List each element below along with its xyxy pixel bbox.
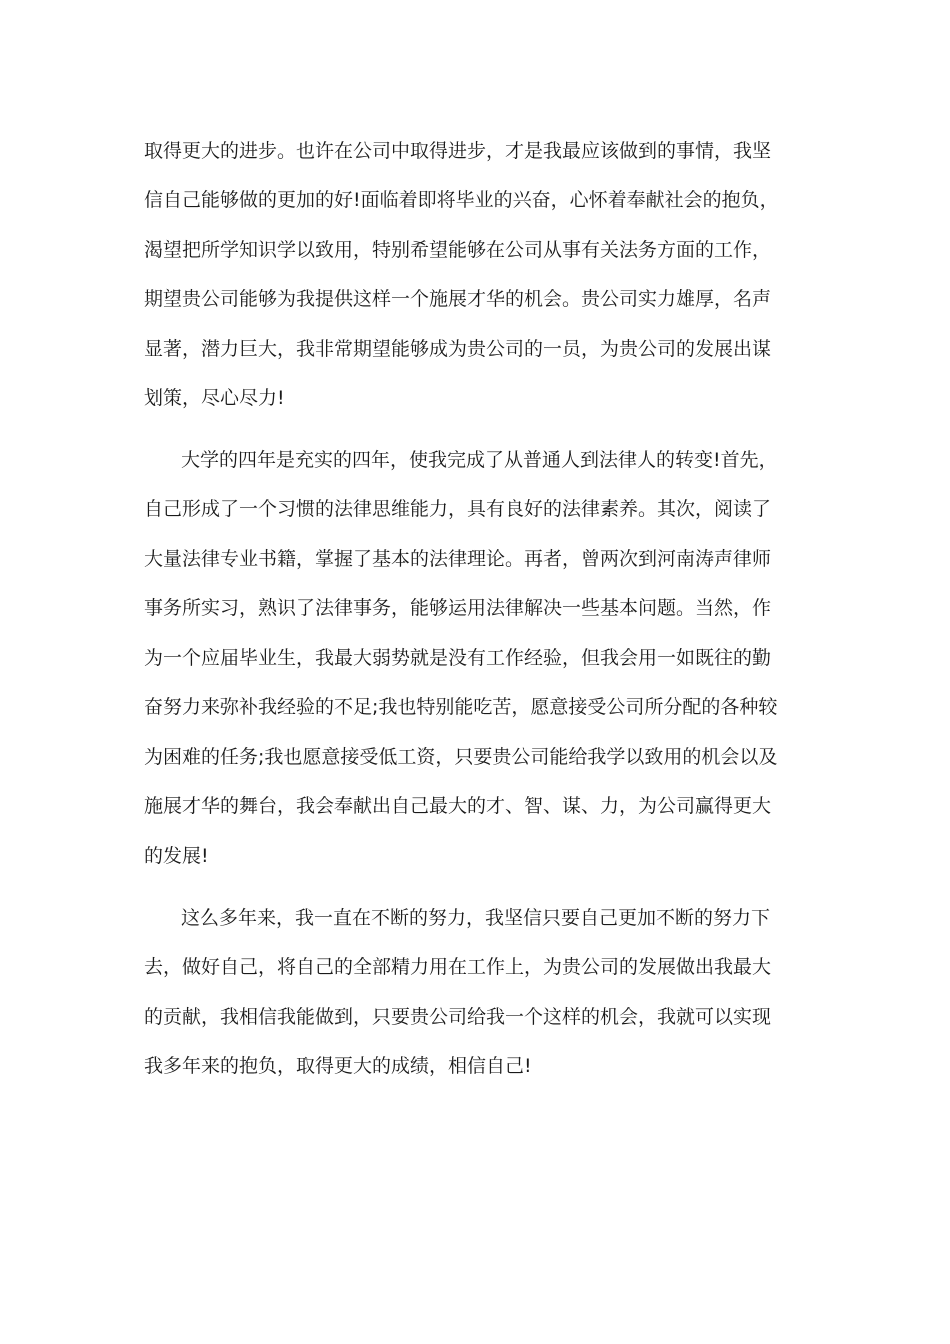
text-line: 的发展! bbox=[144, 845, 209, 867]
text-line: 事务所实习，熟识了法律事务，能够运用法律解决一些基本问题。当然，作 bbox=[144, 597, 772, 619]
text-line: 去，做好自己，将自己的全部精力用在工作上，为贵公司的发展做出我最大 bbox=[144, 956, 772, 978]
text-line: 的贡献，我相信我能做到，只要贵公司给我一个这样的机会，我就可以实现 bbox=[144, 1006, 772, 1028]
text-line: 渴望把所学知识学以致用，特别希望能够在公司从事有关法务方面的工作， bbox=[144, 239, 772, 261]
text-line: 取得更大的进步。也许在公司中取得进步，才是我最应该做到的事情，我坚 bbox=[144, 140, 772, 162]
text-line: 为一个应届毕业生，我最大弱势就是没有工作经验，但我会用一如既往的勤 bbox=[144, 647, 772, 669]
text-line: 期望贵公司能够为我提供这样一个施展才华的机会。贵公司实力雄厚，名声 bbox=[144, 288, 772, 310]
text-line: 大量法律专业书籍，掌握了基本的法律理论。再者，曾两次到河南涛声律师 bbox=[144, 548, 772, 570]
text-line: 这么多年来，我一直在不断的努力，我坚信只要自己更加不断的努力下 bbox=[181, 907, 771, 929]
text-line: 自己形成了一个习惯的法律思维能力，具有良好的法律素养。其次，阅读了 bbox=[144, 498, 772, 520]
text-line: 划策，尽心尽力! bbox=[144, 387, 285, 409]
text-line: 信自己能够做的更加的好!面临着即将毕业的兴奋，心怀着奉献社会的抱负， bbox=[144, 189, 779, 211]
text-line: 为困难的任务;我也愿意接受低工资，只要贵公司能给我学以致用的机会以及 bbox=[144, 746, 778, 768]
text-line: 奋努力来弥补我经验的不足;我也特别能吃苦，愿意接受公司所分配的各种较 bbox=[144, 696, 778, 718]
text-line: 我多年来的抱负，取得更大的成绩，相信自己! bbox=[144, 1055, 532, 1077]
text-line: 大学的四年是充实的四年，使我完成了从普通人到法律人的转变!首先， bbox=[181, 449, 778, 471]
text-line: 施展才华的舞台，我会奉献出自己最大的才、智、谋、力，为公司赢得更大 bbox=[144, 795, 772, 817]
text-line: 显著，潜力巨大，我非常期望能够成为贵公司的一员，为贵公司的发展出谋 bbox=[144, 338, 772, 360]
